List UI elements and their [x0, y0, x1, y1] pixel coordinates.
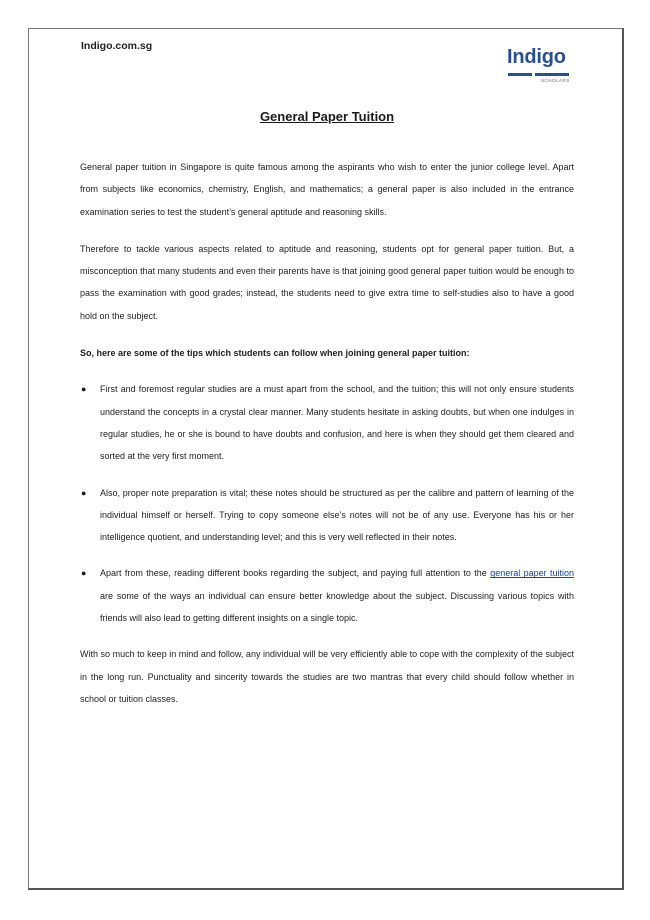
logo-bar [535, 73, 569, 76]
site-name: Indigo.com.sg [81, 40, 153, 52]
list-item [80, 562, 574, 629]
logo-wordmark: Indigo [507, 46, 566, 68]
conclusion-paragraph: With so much to keep in mind and follow, any individual will be very efficiently able to cope with the complexity of the subject in the long run. Punctuality and sincerity towards the studies are two mantras that every child should follow whether in school or tuition classes. [80, 649, 574, 704]
list-item-text: Also, proper note preparation is vital; these notes should be structured as per the calibre and pattern of learning of the individual himself or herself. Trying to copy someone else’s notes will not be of any use. Everyone has his or her intelligence quotient, and understanding level; and this is very well reflected in their notes. [100, 487, 574, 543]
tips-list [80, 378, 574, 629]
bullet-icon: ● [81, 568, 87, 579]
paragraph: Therefore to tackle various aspects related to aptitude and reasoning, students opt for general paper tuition. But, a misconception that many students and even their parents have is that joining good general paper tuition would be enough to pass the examination with good grades; instead, the students need to give extra time to self-studies also to have a good hold on the subject. [80, 243, 574, 321]
paragraph: General paper tuition in Singapore is quite famous among the aspirants who wish to enter the junior college level. Apart from subjects like economics, chemistry, English, and mathematics; a general paper is also included in the entrance examination series to test the student’s general aptitude and reasoning skills. [80, 162, 574, 217]
tips-intro: So, here are some of the tips which students can follow when joining general paper tuition: [80, 348, 470, 359]
document-body [80, 156, 574, 725]
bullet-icon: ● [81, 487, 87, 498]
document-title: General Paper Tuition [259, 109, 395, 124]
indigo-logo [507, 46, 591, 92]
list-item-text: First and foremost regular studies are a must apart from the school, and the tuition; this will not only ensure students understand the concepts in a crystal clear manner. Many students hesitate in asking doubts, but when one indulges in regular studies, he or she is bound to have doubts and confusion, and here is when they should get them cleared and sorted at the very first moment. [100, 384, 574, 462]
document-page [28, 28, 624, 890]
list-item [80, 378, 574, 467]
list-item [80, 482, 574, 549]
logo-tagline: SCHOLARS [541, 78, 570, 83]
list-item-text-after: are some of the ways an individual can ensure better knowledge about the subject. Discussing various topics with friends will also lead to getting different insights on a single topic. [100, 590, 574, 624]
logo-bar [508, 73, 532, 76]
general-paper-tuition-link[interactable]: general paper tuition [490, 568, 574, 579]
list-item-text-before: Apart from these, reading different books regarding the subject, and paying full attention to the [100, 568, 491, 579]
bullet-icon: ● [81, 384, 87, 395]
